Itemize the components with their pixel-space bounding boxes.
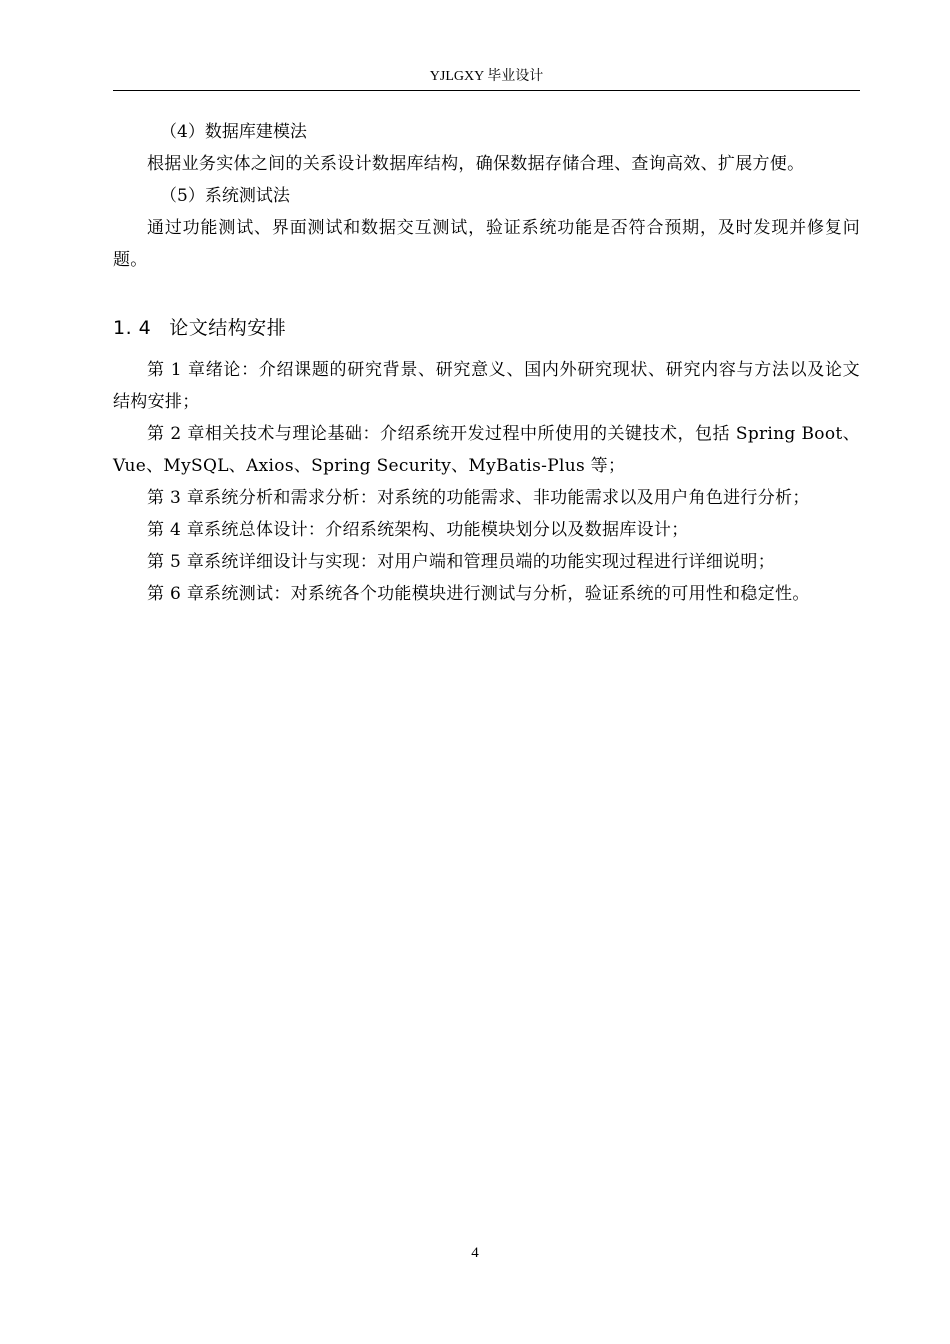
method-heading-database-modeling: （4）数据库建模法: [160, 122, 307, 142]
section-number: 1. 4: [113, 317, 152, 339]
chapter-summary-5: 第 5 章系统详细设计与实现：对用户端和管理员端的功能实现过程进行详细说明；: [147, 552, 776, 572]
method-paragraph-database-modeling: 根据业务实体之间的关系设计数据库结构，确保数据存储合理、查询高效、扩展方便。: [147, 154, 805, 174]
chapter-summary-3: 第 3 章系统分析和需求分析：对系统的功能需求、非功能需求以及用户角色进行分析；: [147, 488, 810, 508]
header-title: YJLGXY 毕业设计: [429, 69, 544, 84]
section-heading: [113, 312, 860, 344]
page-header: [113, 66, 860, 91]
method-heading-system-testing: （5）系统测试法: [160, 186, 290, 206]
document-body: [113, 116, 860, 610]
chapter-summary-2: 第 2 章相关技术与理论基础：介绍系统开发过程中所使用的关键技术，包括 Spring Boot、Vue、MySQL、Axios、Spring Security、MyBatis-Plus 等；: [113, 424, 860, 476]
page-number: 4: [471, 1245, 479, 1261]
section-title: 论文结构安排: [169, 317, 287, 339]
chapter-summary-1: 第 1 章绪论：介绍课题的研究背景、研究意义、国内外研究现状、研究内容与方法以及论文结构安排；: [113, 360, 860, 412]
chapter-summary-6: 第 6 章系统测试：对系统各个功能模块进行测试与分析，验证系统的可用性和稳定性。: [147, 584, 810, 604]
chapter-summary-4: 第 4 章系统总体设计：介绍系统架构、功能模块划分以及数据库设计；: [147, 520, 689, 540]
method-paragraph-system-testing: 通过功能测试、界面测试和数据交互测试，验证系统功能是否符合预期，及时发现并修复问题。: [113, 218, 860, 270]
